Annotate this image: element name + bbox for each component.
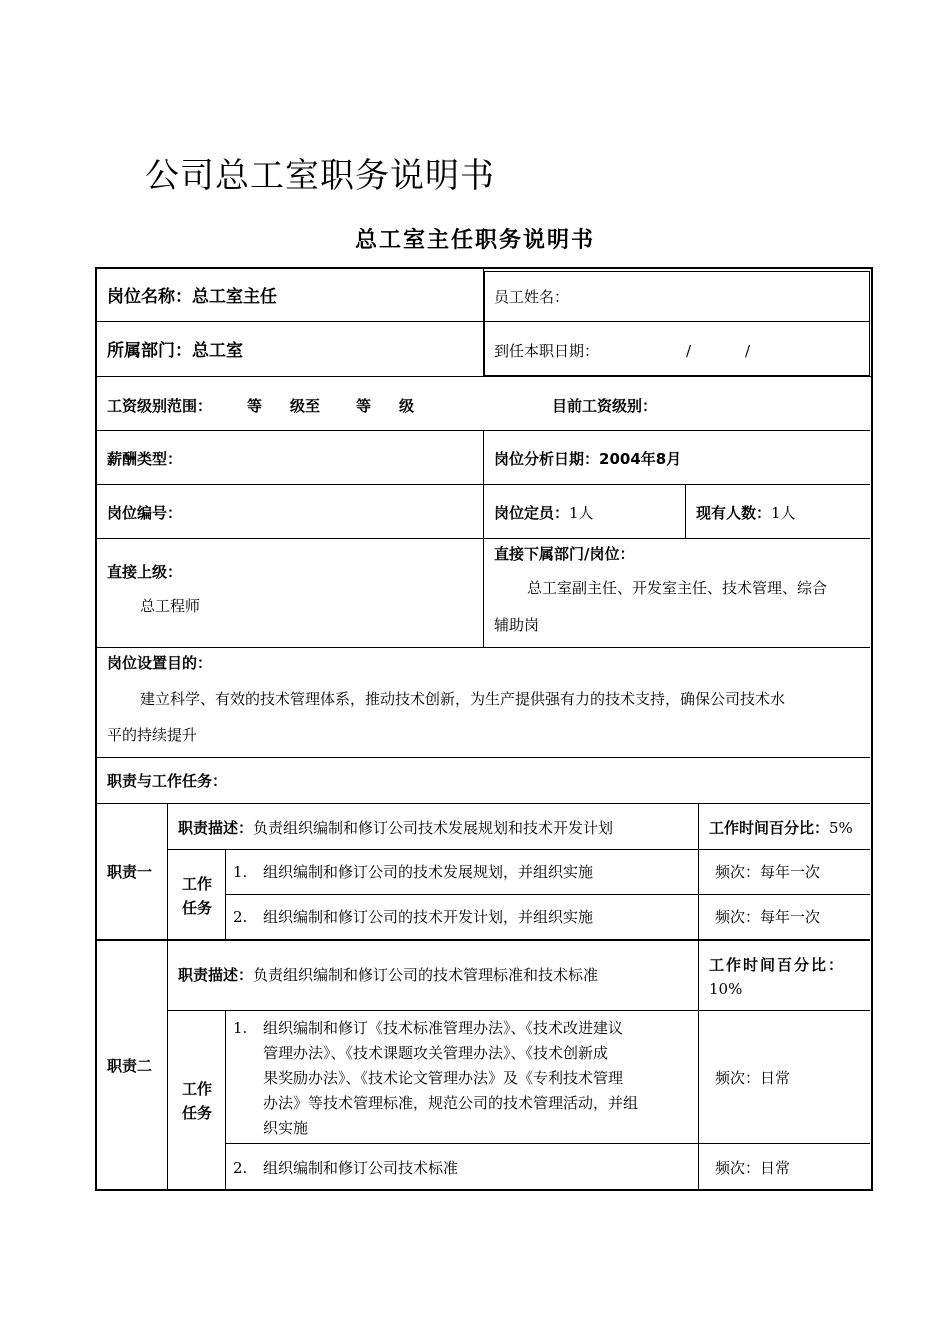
duties-header: 职责与工作任务：	[107, 772, 228, 790]
duty-description-label: 职责描述：	[178, 966, 254, 984]
vline	[685, 484, 686, 538]
task-label: 任务	[182, 1104, 213, 1122]
headcount-fixed-label: 岗位定员：	[494, 504, 570, 522]
position-name-value: 总工室主任	[192, 287, 277, 307]
task-text: 组织编制和修订公司的技术开发计划，并组织实施	[263, 908, 594, 926]
duty-name: 职责一	[107, 863, 153, 881]
headcount-current-label: 现有人数：	[696, 504, 772, 522]
vline	[483, 430, 484, 647]
purpose-label: 岗位设置目的：	[107, 654, 213, 672]
subordinates-line: 辅助岗	[494, 616, 540, 634]
task-number: 1.	[233, 863, 248, 881]
department-field	[107, 340, 243, 362]
vline	[698, 803, 699, 1190]
vline	[483, 269, 484, 376]
hline	[226, 894, 870, 895]
hline	[168, 1010, 870, 1011]
duty-name: 职责二	[107, 1057, 153, 1075]
analysis-date-field	[494, 448, 681, 470]
task-text: 组织编制和修订公司的技术发展规划，并组织实施	[263, 863, 594, 881]
salary-range-label: 工资级别范围：	[107, 397, 213, 415]
superior-value: 总工程师	[140, 597, 201, 615]
duty-description-label: 职责描述：	[178, 819, 254, 837]
form-title: 总工室主任职务说明书	[354, 228, 595, 253]
position-code-label: 岗位编号：	[107, 504, 183, 522]
superior-label: 直接上级：	[107, 563, 183, 581]
vline	[225, 1010, 226, 1190]
pay-type-label: 薪酬类型：	[107, 450, 183, 468]
vline	[225, 849, 226, 939]
hline	[97, 939, 870, 941]
start-date-label: 到任本职日期：	[494, 342, 600, 360]
task-number: 2.	[233, 908, 248, 926]
purpose-line: 建立科学、有效的技术管理体系，推动技术创新，为生产提供强有力的技术支持，确保公司技术水	[140, 690, 786, 708]
salary-grade-text: 级至	[290, 397, 321, 415]
task-label: 工作	[182, 875, 213, 893]
hline	[97, 757, 870, 758]
task-text-line: 组织编制和修订《技术标准管理办法》、《技术改进建议	[263, 1019, 624, 1037]
duty-description	[178, 817, 613, 839]
hline	[97, 647, 870, 648]
purpose-line: 平的持续提升	[107, 726, 198, 744]
task-frequency: 频次：每年一次	[715, 863, 821, 881]
work-time-percent-label: 工作时间百分比：	[709, 819, 830, 837]
task-text-line: 办法》等技术管理标准，规范公司的技术管理活动，并组	[263, 1094, 639, 1112]
task-frequency: 频次：日常	[715, 1159, 791, 1177]
headcount-current-value: 1人	[771, 504, 796, 522]
task-label: 任务	[182, 899, 213, 917]
task-number: 1.	[233, 1019, 248, 1037]
work-time-percent	[709, 817, 853, 839]
subordinates-line: 总工室副主任、开发室主任、技术管理、综合	[527, 579, 828, 597]
headcount-current-field	[696, 502, 796, 524]
start-date-separator: /	[686, 342, 692, 360]
hline	[97, 803, 870, 804]
task-text-line: 织实施	[263, 1119, 309, 1137]
salary-grade-text: 级	[399, 397, 415, 415]
task-frequency: 频次：日常	[715, 1069, 791, 1087]
headcount-fixed-field	[494, 502, 594, 524]
analysis-date-value: 2004年8月	[599, 450, 682, 468]
work-time-percent-value: 5%	[829, 819, 853, 837]
task-label: 工作	[182, 1080, 213, 1098]
task-number: 2.	[233, 1159, 248, 1177]
salary-grade-text: 等	[247, 397, 263, 415]
document-title: 公司总工室职务说明书	[145, 156, 495, 196]
duty-description-text: 负责组织编制和修订公司技术发展规划和技术开发计划	[253, 819, 614, 837]
task-text-line: 管理办法》、《技术课题攻关管理办法》、《技术创新成	[263, 1044, 609, 1062]
position-name-field	[107, 286, 277, 308]
work-time-percent-label: 工作时间百分比：	[709, 956, 846, 974]
employee-name-label: 员工姓名：	[494, 288, 570, 306]
headcount-fixed-value: 1人	[569, 504, 594, 522]
vline	[167, 803, 168, 1190]
subordinates-label: 直接下属部门/岗位：	[494, 545, 635, 563]
work-time-percent-value: 10%	[709, 980, 743, 998]
hline	[97, 376, 873, 377]
department-label: 所属部门：	[107, 341, 192, 361]
table-bottom-border	[95, 1189, 873, 1191]
task-text: 组织编制和修订公司技术标准	[263, 1159, 459, 1177]
position-name-label: 岗位名称：	[107, 287, 192, 307]
duty-description-text: 负责组织编制和修订公司的技术管理标准和技术标准	[253, 966, 599, 984]
duty-description	[178, 964, 598, 986]
salary-grade-text: 等	[356, 397, 372, 415]
task-text-line: 果奖励办法》、《技术论文管理办法》及《专利技术管理	[263, 1069, 624, 1087]
start-date-separator: /	[745, 342, 751, 360]
hline	[226, 1143, 870, 1144]
task-frequency: 频次：每年一次	[715, 908, 821, 926]
hline	[168, 849, 870, 850]
department-value: 总工室	[192, 341, 243, 361]
analysis-date-label: 岗位分析日期：	[494, 450, 600, 468]
current-salary-label: 目前工资级别：	[552, 397, 658, 415]
